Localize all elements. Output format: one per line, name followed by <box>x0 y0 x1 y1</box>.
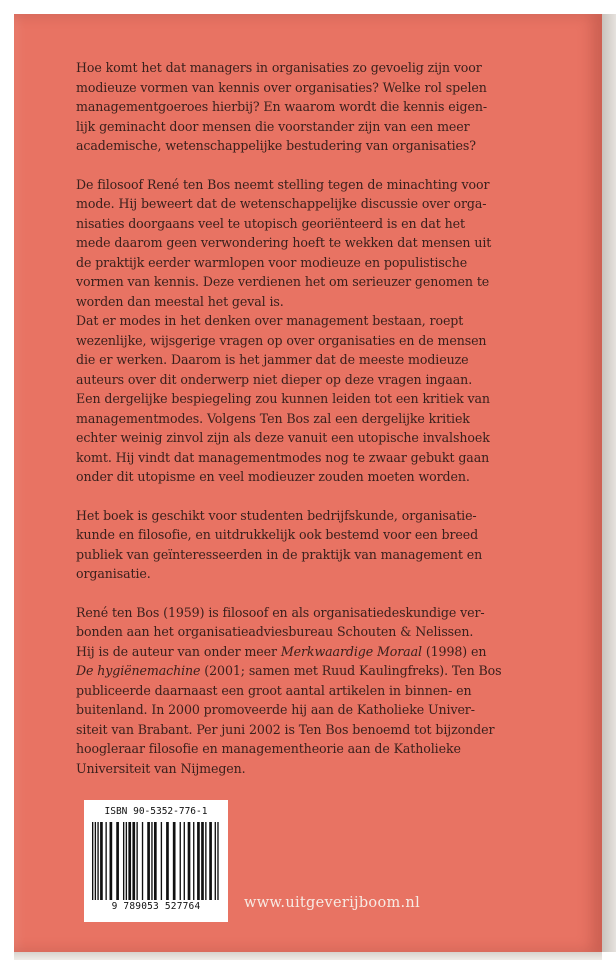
barcode-bar <box>193 822 194 900</box>
barcode-bar <box>201 822 204 900</box>
barcode-bar <box>136 822 137 900</box>
paragraph-audience <box>76 506 526 584</box>
text-line <box>76 661 526 681</box>
text-line: mede daarom geen verwondering hoeft te wekken dat mensen uit <box>76 235 492 250</box>
text-run: (1998) en <box>421 643 487 659</box>
book-title-hygienemachine: De hygiënemachine <box>76 663 201 678</box>
text-line: modieuze vormen van kennis over organisaties? Welke rol spelen <box>76 79 487 95</box>
text-line: nisaties doorgaans veel te utopisch georiënteerd is en dat het <box>76 215 465 231</box>
text-line: Een dergelijke bespiegeling zou kunnen leiden tot een kritiek van <box>76 391 490 406</box>
barcode-bar <box>180 822 181 900</box>
text-line <box>76 642 526 662</box>
barcode-bar <box>147 822 150 900</box>
text-line: lijk geminacht door mensen die voorstander zijn van een meer <box>76 118 470 134</box>
text-line: wezenlijke, wijsgerige vragen op over organisaties en de mensen <box>76 332 487 348</box>
text-line: managementgoeroes hierbij? En waarom wordt die kennis eigen- <box>76 99 487 114</box>
text-line: bonden aan het organisatieadviesbureau Schouten & Nelissen. <box>76 624 474 639</box>
text-line: Dat er modes in het denken over management bestaan, roept <box>76 313 464 328</box>
text-line: Universiteit van Nijmegen. <box>76 760 246 776</box>
barcode-bar <box>92 822 93 900</box>
barcode-bar <box>154 822 157 900</box>
barcode-bar <box>184 822 185 900</box>
barcode-bar <box>132 822 135 900</box>
barcode-bar <box>97 822 98 900</box>
barcode-bar <box>95 822 96 900</box>
text-line: worden dan meestal het geval is. <box>76 293 284 309</box>
text-line: publiceerde daarnaast een groot aantal artikelen in binnen- en <box>76 682 472 698</box>
publisher-website: www.uitgeverijboom.nl <box>244 895 421 911</box>
barcode-bar <box>123 822 124 900</box>
isbn-barcode <box>84 800 228 922</box>
barcode-bar <box>217 822 218 900</box>
barcode-bar <box>215 822 216 900</box>
text-run: (2001; samen met Ruud Kaulingfreks). Ten Bos <box>200 663 502 678</box>
paragraph-intro <box>76 58 526 156</box>
isbn-label: ISBN 90-5352-776-1 <box>104 806 208 817</box>
barcode-bar <box>166 822 169 900</box>
text-line: die er werken. Daarom is het jammer dat de meeste modieuze <box>76 352 469 367</box>
text-line: buitenland. In 2000 promoveerde hij aan de Katholieke Univer- <box>76 702 475 717</box>
barcode-bars <box>92 822 220 900</box>
text-line: academische, wetenschappelijke bestudering van organisaties? <box>76 138 476 153</box>
text-line: auteurs over dit onderwerp niet dieper op deze vragen ingaan. <box>76 371 473 387</box>
text-line: publiek van geïnteresseerden in de praktijk van management en <box>76 546 483 562</box>
barcode-bar <box>142 822 143 900</box>
barcode-bar <box>197 822 200 900</box>
barcode-bar <box>188 822 191 900</box>
barcode-bar <box>105 822 106 900</box>
text-run: Hij is de auteur van onder meer <box>76 643 281 659</box>
text-line: managementmodes. Volgens Ten Bos zal een dergelijke kritiek <box>76 410 470 426</box>
barcode-bar <box>128 822 131 900</box>
barcode-bar <box>209 822 212 900</box>
text-line: hoogleraar filosofie en managementheorie aan de Katholieke <box>76 741 461 756</box>
text-line: de praktijk eerder warmlopen voor modieuze en populistische <box>76 254 468 270</box>
page-edge-bottom <box>14 952 602 960</box>
paragraph-argument <box>76 175 526 487</box>
text-line: De filosoof René ten Bos neemt stelling tegen de minachting voor <box>76 176 490 192</box>
text-line: mode. Hij beweert dat de wetenschappelijke discussie over orga- <box>76 196 487 211</box>
barcode-bar <box>100 822 103 900</box>
barcode-bar <box>173 822 176 900</box>
text-line: echter weinig zinvol zijn als deze vanuit een utopische invalshoek <box>76 430 490 445</box>
text-line: onder dit utopisme en veel modieuzer zouden moeten worden. <box>76 469 470 484</box>
text-line: Hoe komt het dat managers in organisaties zo gevoelig zijn voor <box>76 60 482 75</box>
page-edge-right <box>602 14 616 952</box>
text-line: vormen van kennis. Deze verdienen het om serieuzer genomen te <box>76 274 490 289</box>
blurb-text <box>76 58 526 778</box>
barcode-bar <box>151 822 152 900</box>
barcode-bar <box>126 822 127 900</box>
barcode-bar <box>161 822 162 900</box>
barcode-bar <box>116 822 119 900</box>
barcode-bar <box>110 822 113 900</box>
barcode-bar <box>205 822 206 900</box>
book-title-merkwaardige-moraal: Merkwaardige Moraal <box>280 643 422 659</box>
text-line: René ten Bos (1959) is filosoof en als organisatiedeskundige ver- <box>76 604 485 620</box>
barcode-digits: 9 789053 527764 <box>111 901 201 912</box>
text-line: organisatie. <box>76 566 151 581</box>
paragraph-author-bio <box>76 603 526 779</box>
text-line: komt. Hij vindt dat managementmodes nog te zwaar gebukt gaan <box>76 449 490 465</box>
text-line: Het boek is geschikt voor studenten bedrijfskunde, organisatie- <box>76 507 477 523</box>
text-line: siteit van Brabant. Per juni 2002 is Ten Bos benoemd tot bijzonder <box>76 721 495 737</box>
text-line: kunde en filosofie, en uitdrukkelijk ook bestemd voor een breed <box>76 527 479 542</box>
